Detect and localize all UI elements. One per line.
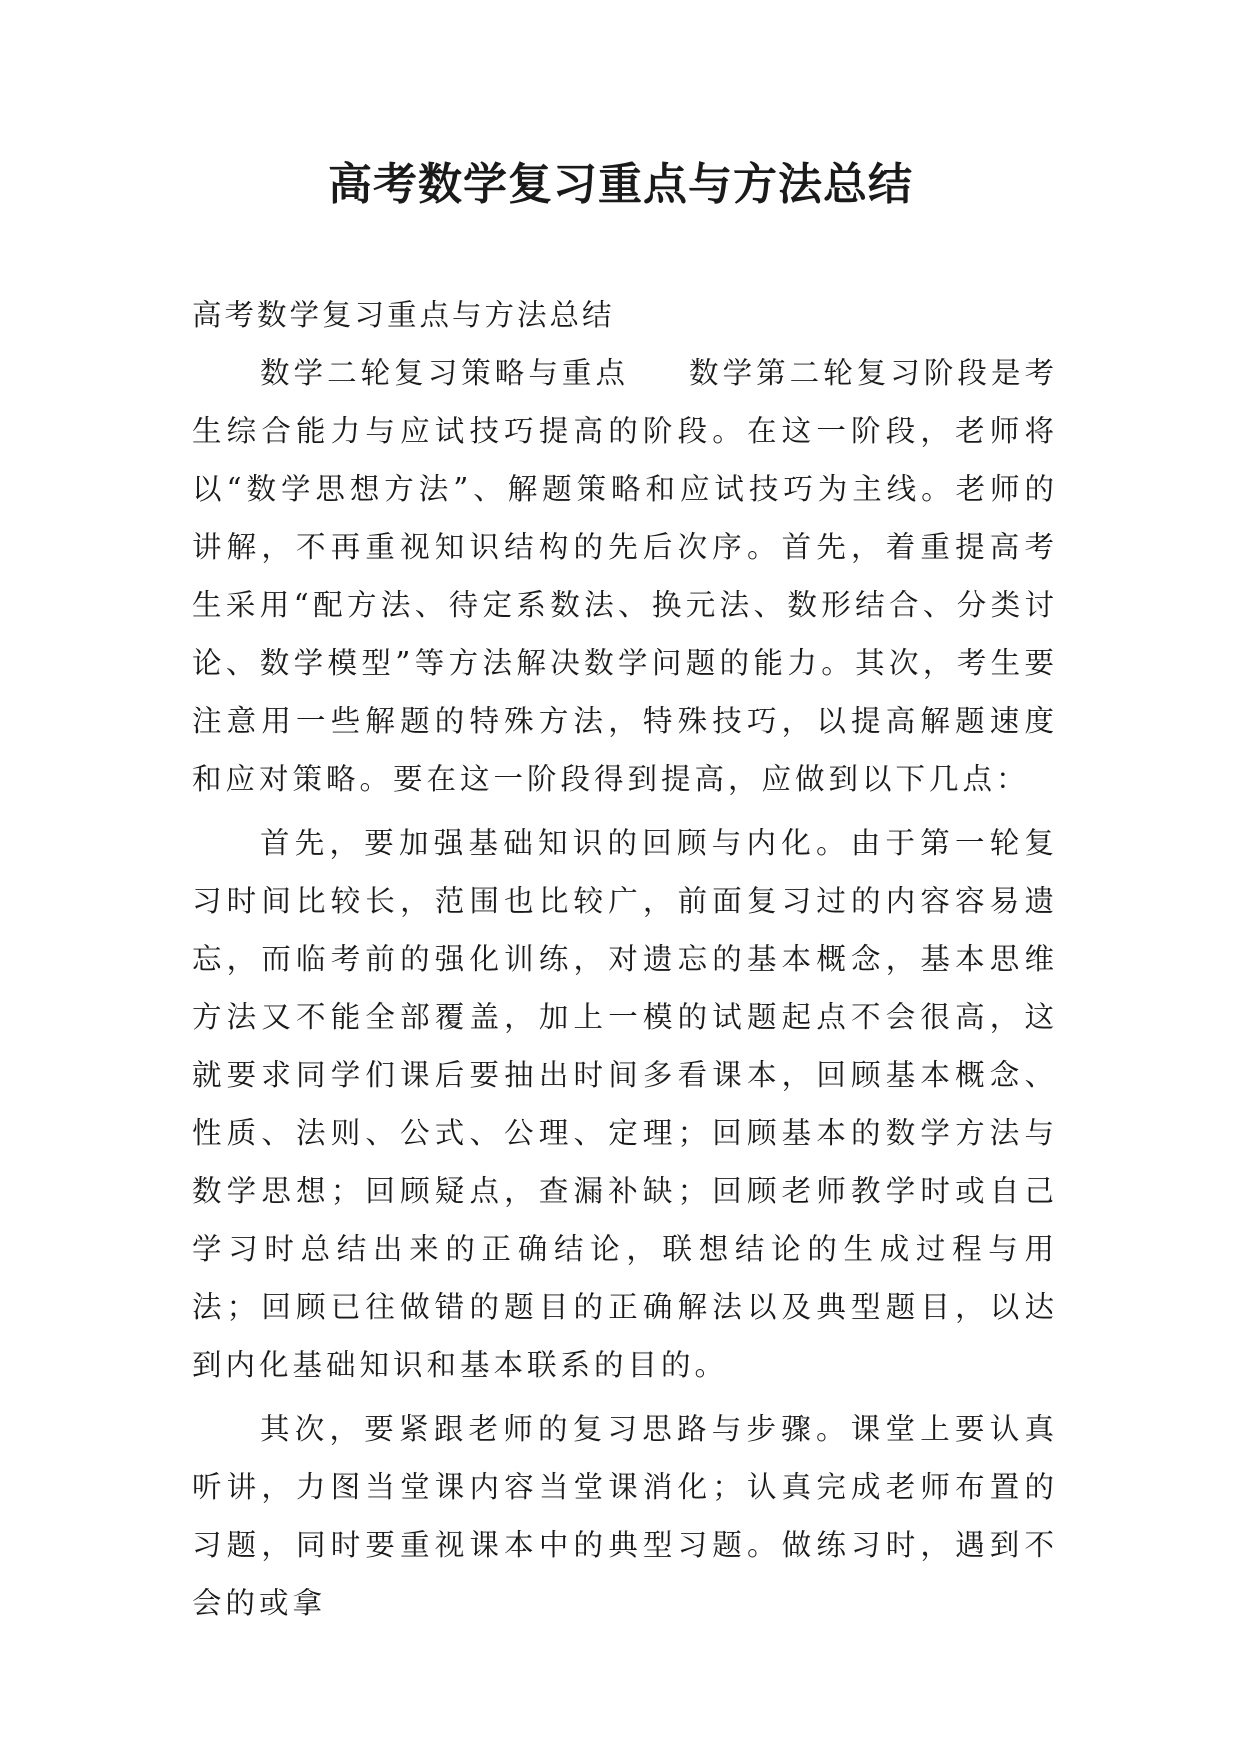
document-title: 高考数学复习重点与方法总结 (328, 159, 913, 210)
paragraph-1-text: 数学第二轮复习阶段是考生综合能力与应试技巧提高的阶段。在这一阶段，老师将以“数学思想方法”、解题策略和应试技巧为主线。老师的讲解，不再重视知识结构的先后次序。首先，着重提高考生采用“配方法、待定系数法、换元法、数形结合、分类讨论、数学模型”等方法解决数学问题的能力。其次，考生要注意用一些解题的特殊方法，特殊技巧，以提高解题速度和应对策略。要在这一阶段得到提高，应做到以下几点： (192, 356, 1058, 796)
paragraph-2: 首先，要加强基础知识的回顾与内化。由于第一轮复习时间比较长，范围也比较广，前面复习过的内容容易遗忘，而临考前的强化训练，对遗忘的基本概念，基本思维方法又不能全部覆盖，加上一模的试题起点不会很高，这就要求同学们课后要抽出时间多看课本，回顾基本概念、性质、法则、公式、公理、定理；回顾基本的数学方法与数学思想；回顾疑点，查漏补缺；回顾老师教学时或自己学习时总结出来的正确结论，联想结论的生成过程与用法；回顾已往做错的题目的正确解法以及典型题目，以达到内化基础知识和基本联系的目的。 (192, 826, 1058, 1382)
document-body (192, 286, 1058, 1638)
paragraph-3: 其次，要紧跟老师的复习思路与步骤。课堂上要认真听讲，力图当堂课内容当堂课消化；认真完成老师布置的习题，同时要重视课本中的典型习题。做练习时，遇到不会的或拿 (192, 1412, 1058, 1620)
document-subtitle: 高考数学复习重点与方法总结 (192, 298, 615, 332)
paragraph-1-heading: 数学二轮复习策略与重点 (260, 356, 629, 390)
paragraph-1 (192, 344, 1058, 808)
